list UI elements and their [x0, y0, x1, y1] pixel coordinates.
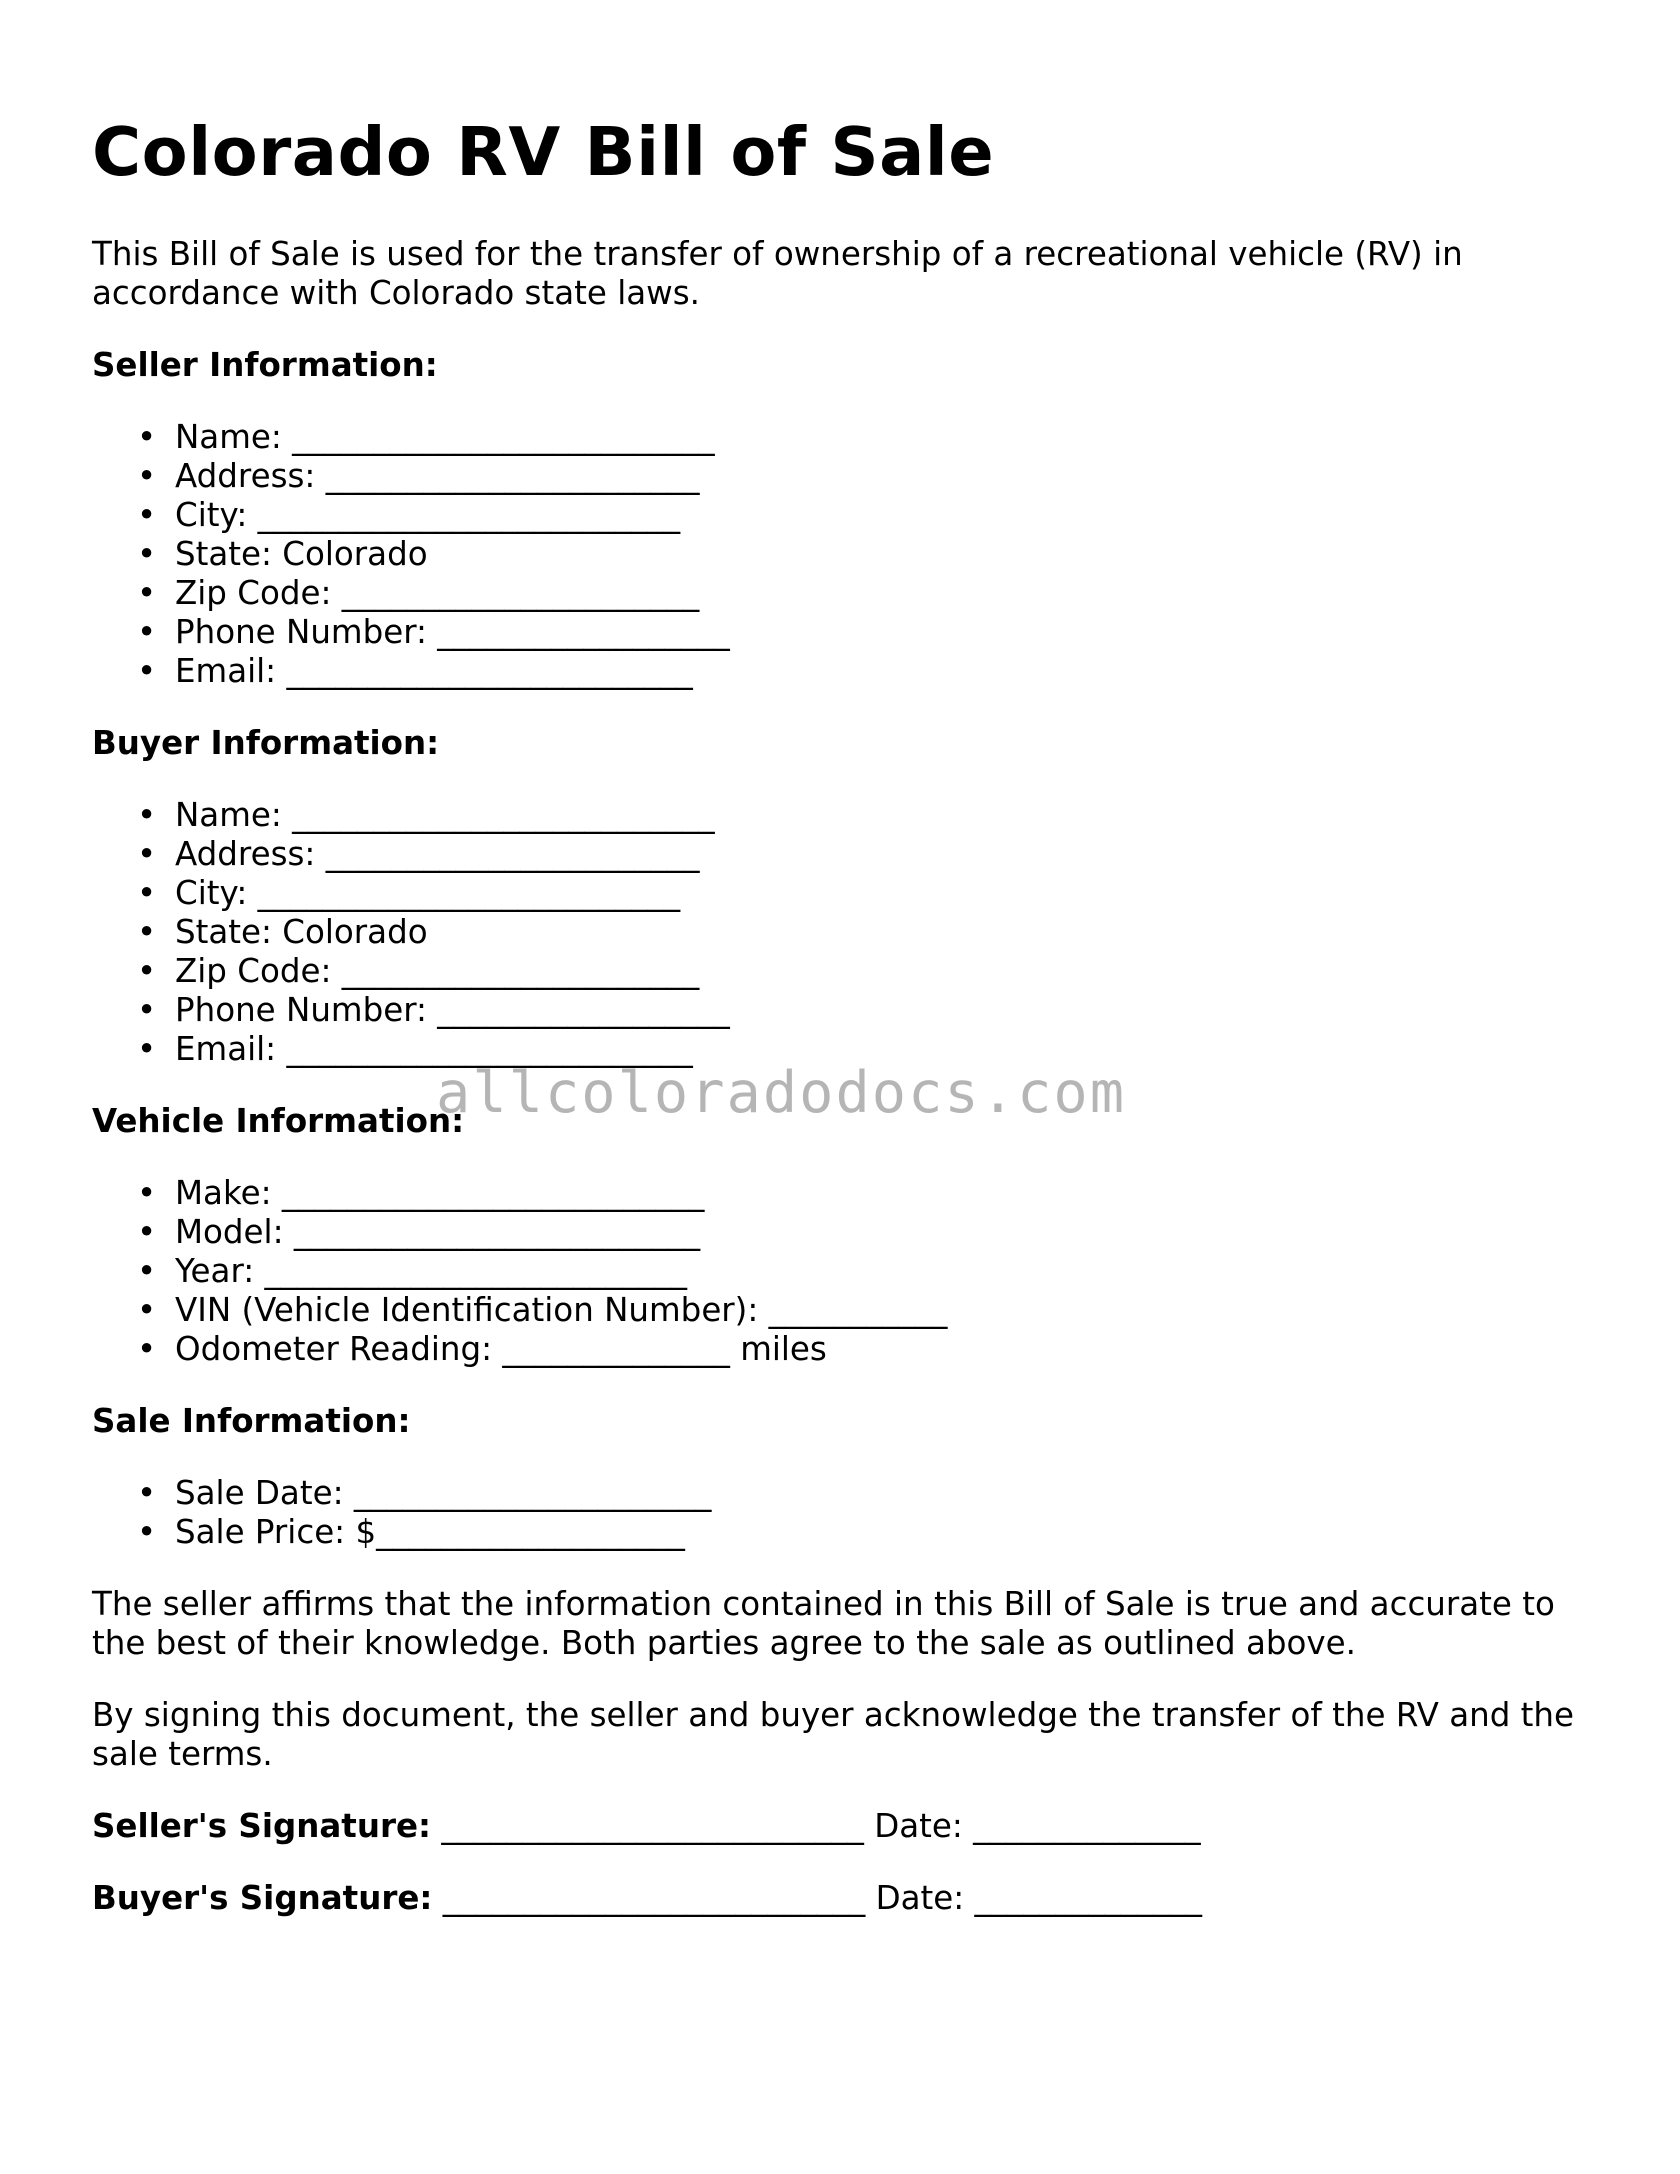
buyer-state-field: State: Colorado [175, 913, 428, 951]
list-item [92, 457, 1612, 496]
seller-info-list [92, 418, 1612, 691]
buyer-signature-blank: __________________________ Date: ______________ [432, 1879, 1203, 1917]
seller-city-field: City: __________________________ [175, 496, 681, 534]
bullet-icon: • [137, 952, 157, 990]
seller-section-heading: Seller Information: [92, 346, 438, 384]
buyer-city-field: City: __________________________ [175, 874, 681, 912]
bullet-icon: • [137, 1513, 157, 1551]
buyer-info-list [92, 796, 1612, 1069]
intro-paragraph: This Bill of Sale is used for the transfer of ownership of a recreational vehicle (RV) in accordance with Colorado state laws. [92, 235, 1463, 312]
list-item [92, 913, 1612, 952]
bullet-icon: • [137, 1252, 157, 1290]
list-item [92, 574, 1612, 613]
list-item [92, 1030, 1612, 1069]
buyer-signature-line [92, 1879, 1612, 1918]
seller-state-field: State: Colorado [175, 535, 428, 573]
sale-section-heading: Sale Information: [92, 1402, 411, 1440]
bullet-icon: • [137, 535, 157, 573]
vehicle-vin-field: VIN (Vehicle Identification Number): ___________ [175, 1291, 948, 1329]
buyer-phone-field: Phone Number: __________________ [175, 991, 730, 1029]
list-item [92, 652, 1612, 691]
list-item [92, 991, 1612, 1030]
bullet-icon: • [137, 796, 157, 834]
bullet-icon: • [137, 574, 157, 612]
list-item [92, 1213, 1612, 1252]
bullet-icon: • [137, 991, 157, 1029]
buyer-address-field: Address: _______________________ [175, 835, 700, 873]
affirmation-paragraph: The seller affirms that the information contained in this Bill of Sale is true and accurate to the best of their knowledge. Both parties agree to the sale as outlined above. [92, 1585, 1555, 1662]
bullet-icon: • [137, 913, 157, 951]
page-title: Colorado RV Bill of Sale [92, 113, 995, 191]
buyer-section-heading: Buyer Information: [92, 724, 440, 762]
vehicle-odometer-field: Odometer Reading: ______________ miles [175, 1330, 827, 1368]
seller-address-field: Address: _______________________ [175, 457, 700, 495]
vehicle-make-field: Make: __________________________ [175, 1174, 705, 1212]
bullet-icon: • [137, 835, 157, 873]
bullet-icon: • [137, 1330, 157, 1368]
list-item [92, 874, 1612, 913]
seller-signature-line [92, 1807, 1612, 1846]
list-item [92, 535, 1612, 574]
list-item [92, 418, 1612, 457]
buyer-signature-label: Buyer's Signature: [92, 1879, 433, 1917]
bullet-icon: • [137, 1213, 157, 1251]
bullet-icon: • [137, 418, 157, 456]
seller-email-field: Email: _________________________ [175, 652, 693, 690]
bullet-icon: • [137, 613, 157, 651]
vehicle-info-list [92, 1174, 1612, 1369]
buyer-email-field: Email: _________________________ [175, 1030, 693, 1068]
seller-signature-blank: __________________________ Date: ______________ [431, 1807, 1201, 1845]
bullet-icon: • [137, 1474, 157, 1512]
list-item [92, 1330, 1612, 1369]
list-item [92, 1513, 1612, 1552]
list-item [92, 1252, 1612, 1291]
bullet-icon: • [137, 1030, 157, 1068]
sale-info-list [92, 1474, 1612, 1552]
bullet-icon: • [137, 874, 157, 912]
list-item [92, 613, 1612, 652]
vehicle-model-field: Model: _________________________ [175, 1213, 701, 1251]
seller-zip-field: Zip Code: ______________________ [175, 574, 700, 612]
bullet-icon: • [137, 1174, 157, 1212]
seller-phone-field: Phone Number: __________________ [175, 613, 730, 651]
bullet-icon: • [137, 457, 157, 495]
buyer-name-field: Name: __________________________ [175, 796, 715, 834]
seller-signature-label: Seller's Signature: [92, 1807, 432, 1845]
document-page [92, 112, 1612, 1951]
list-item [92, 835, 1612, 874]
sale-date-field: Sale Date: ______________________ [175, 1474, 712, 1512]
buyer-zip-field: Zip Code: ______________________ [175, 952, 700, 990]
list-item [92, 1174, 1612, 1213]
sale-price-field: Sale Price: $___________________ [175, 1513, 685, 1551]
bullet-icon: • [137, 1291, 157, 1329]
list-item [92, 1291, 1612, 1330]
list-item [92, 496, 1612, 535]
seller-name-field: Name: __________________________ [175, 418, 715, 456]
vehicle-section-heading: Vehicle Information: [92, 1102, 465, 1140]
vehicle-year-field: Year: __________________________ [175, 1252, 688, 1290]
bullet-icon: • [137, 652, 157, 690]
acknowledgment-paragraph: By signing this document, the seller and buyer acknowledge the transfer of the RV and the sale terms. [92, 1696, 1575, 1773]
bullet-icon: • [137, 496, 157, 534]
list-item [92, 796, 1612, 835]
list-item [92, 1474, 1612, 1513]
list-item [92, 952, 1612, 991]
watermark: allcoloradodocs.com [436, 1060, 1127, 1126]
